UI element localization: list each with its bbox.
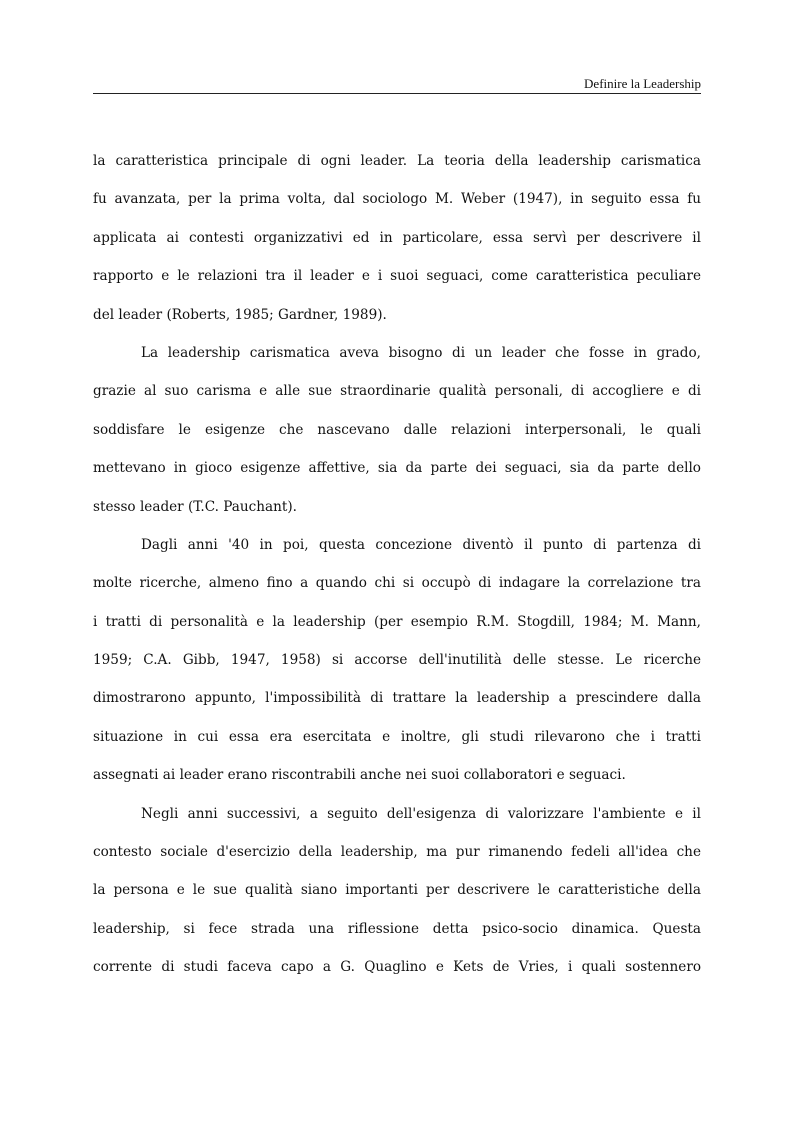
text-line: stesso leader (T.C. Pauchant). [93,498,297,515]
paragraph-1 [93,147,701,339]
text-line: la caratteristica principale di ogni leader. La teoria della leadership carismatica [93,153,701,169]
text-line: applicata ai contesti organizzativi ed in particolare, essa servì per descrivere il [93,229,701,246]
text-line: La leadership carismatica aveva bisogno di un leader che fosse in grado, [141,344,701,361]
running-header: Definire la Leadership [584,76,701,91]
text-line: contesto sociale d'esercizio della leadership, ma pur rimanendo fedeli all'idea che [93,844,701,861]
text-line: del leader (Roberts, 1985; Gardner, 1989). [93,306,387,323]
text-line: mettevano in gioco esigenze affettive, sia da parte dei seguaci, sia da parte dello [93,460,701,477]
text-line: rapporto e le relazioni tra il leader e i suoi seguaci, come caratteristica peculiare [93,268,701,285]
text-line: 1959; C.A. Gibb, 1947, 1958) si accorse dell'inutilità delle stesse. Le ricerche [93,652,701,669]
text-line: assegnati ai leader erano riscontrabili anche nei suoi collaboratori e seguaci. [93,767,626,784]
text-line: grazie al suo carisma e alle sue straordinarie qualità personali, di accogliere e di [93,383,701,400]
text-line: situazione in cui essa era esercitata e inoltre, gli studi rilevarono che i tratti [93,728,701,745]
paragraph-4 [93,800,701,992]
body-text [93,147,701,992]
text-line: fu avanzata, per la prima volta, dal sociologo M. Weber (1947), in seguito essa fu [93,191,701,208]
text-line: Negli anni successivi, a seguito dell'esigenza di valorizzare l'ambiente e il [141,805,701,822]
header-rule [93,93,701,94]
text-line: molte ricerche, almeno fino a quando chi si occupò di indagare la correlazione tra [93,575,701,592]
text-line: soddisfare le esigenze che nascevano dalle relazioni interpersonali, le quali [93,421,701,438]
text-line: i tratti di personalità e la leadership (per esempio R.M. Stogdill, 1984; M. Mann, [93,613,701,630]
text-line: corrente di studi faceva capo a G. Quaglino e Kets de Vries, i quali sostennero [93,959,701,976]
paragraph-2 [93,339,701,531]
text-line: Dagli anni '40 in poi, questa concezione diventò il punto di partenza di [141,536,701,553]
text-line: la persona e le sue qualità siano importanti per descrivere le caratteristiche della [93,882,701,899]
text-line: dimostrarono appunto, l'impossibilità di trattare la leadership a prescindere dalla [93,690,701,707]
paragraph-3 [93,531,701,800]
text-line: leadership, si fece strada una riflessione detta psico-socio dinamica. Questa [93,920,701,937]
